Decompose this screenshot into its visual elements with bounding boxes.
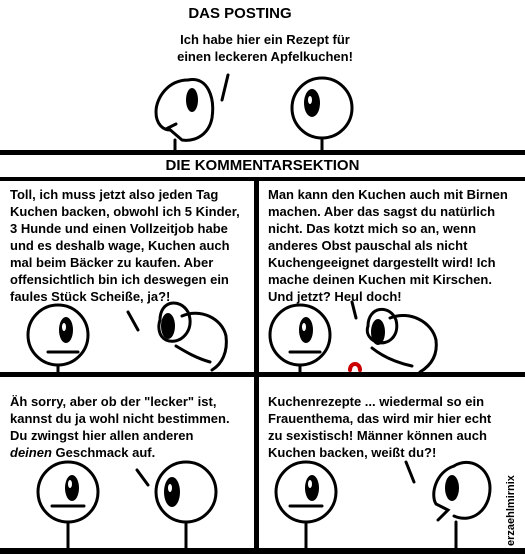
panel3-speech [10,393,250,461]
character-left-top [156,80,213,150]
posting-speech: Ich habe hier ein Rezept für einen leckeren Apfelkuchen! [177,32,353,64]
character-right-top [292,78,352,150]
panel4-tick [406,462,414,482]
artist-signature: erzaehlmirnix [505,475,517,546]
panel3-right-figure [156,462,216,548]
panel2-speech: Man kann den Kuchen auch mit Birnen machen. Aber das sagst du natürlich nicht. Das kotzt mich so an, wenn anderes Obst pauschal als nicht Kuchengeeignet dargestellt wird! Ich mache deinen Kuchen mit Kirschen. Und jetzt? Heul doch! [268,187,508,304]
panel3-speech-part1: Äh sorry, aber ob der "lecker" ist, kannst du ja wohl nicht bestimmen. Du zwingst hier allen anderen [10,394,230,443]
speech-tick [222,75,228,100]
panel3-speech-part2: Geschmack auf. [51,445,156,460]
comments-section-title: DIE KOMMENTARSEKTION [165,157,360,174]
panel1-speech: Toll, ich muss jetzt also jeden Tag Kuchen backen, obwohl ich 5 Kinder, 3 Hunde und einen Vollzeitjob habe und es deshalb wage, Kuchen auch mal beim Bäcker zu kaufen. Aber offensichtlich bin ich deswegen ein faules Stück Scheiße, ja?! [10,187,240,304]
panel4-left-figure [276,462,336,548]
panel2-left-figure [270,305,330,372]
posting-title: DAS POSTING [188,5,292,22]
panel3-tick [137,470,148,485]
panel1-tick [128,312,138,330]
panel1-left-figure [28,305,88,372]
cherries-icon [350,364,360,370]
panel4-right-figure [434,462,490,548]
panel3-left-figure [38,462,98,548]
eye-right-top [304,89,320,117]
panel4-speech: Kuchenrezepte ... wiedermal so ein Frauenthema, das wird mir hier echt zu sexistisch! Männer können auch Kuchen backen, weißt du?! [268,394,492,460]
panel3-speech-emphasis: deinen [10,445,52,460]
eye-left-top [186,88,198,112]
